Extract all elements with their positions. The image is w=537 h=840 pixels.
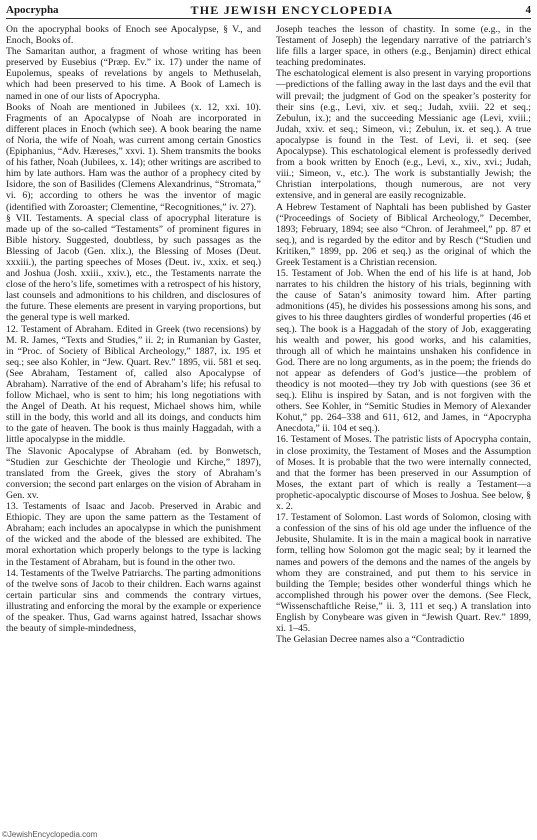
- paragraph: The Samaritan author, a fragment of whose writing has been preserved by Eusebius (“Præp. Ev.” ix. 17) under the name of Eupolemus, speaks of revelations by angels to Methuselah, which had been preserved to his time. A Book of Lamech is named in one of our lists of Apocrypha.: [6, 46, 261, 102]
- paragraph: The Gelasian Decree names also a “Contradictio: [276, 634, 465, 646]
- copyright-footer: ©JewishEncyclopedia.com: [2, 830, 98, 839]
- paragraph: 17. Testament of Solomon. Last words of Solomon, closing with a confession of the sins of his old age under the influence of the Jebusite, Shulamite. It is in the main a magical book in narrative form, telling how Solomon got the magic seal; by it learned the names and powers of the demons and the names of the angels by whom they are constrained, and put them to his service in building the Temple; besides other wonderful things which he accomplished through his power over the demons. (See Fleck, “Wissenschaftliche Reise,” ii. 3, 111 et seq.) A translation into English by Conybeare was given in “Jewish Quart. Rev.” 1899, xi. 1–45.: [276, 512, 531, 635]
- paragraph: 12. Testament of Abraham. Edited in Greek (two recensions) by M. R. James, “Texts and Studies,” ii. 2; in Rumanian by Gaster, in “Proc. of Society of Biblical Archeology,” 1887, ix. 195 et seq.; see also Kohler, in “Jew. Quart. Rev.” 1895, vii. 581 et seq. (See Abraham, Testament of, called also Apocalypse of Abraham). Narrative of the end of Abraham’s life; his refusal to follow Michael, who is sent to him; his long negotiations with the Angel of Death. At his request, Michael shows him, while still in the body, this world and all its doings, and conducts him to the gate of heaven. The book is thus mainly Haggadah, with a little apocalypse in the middle.: [6, 323, 261, 446]
- paragraph: 15. Testament of Job. When the end of his life is at hand, Job narrates to his children the history of his trials, beginning with the cause of Satan’s animosity toward him. After parting admonitions (45), he divides his possessions among his sons, and gives to his three daughters girdles of wonderful properties (46 et seq.). The book is a Haggadah of the story of Job, exaggerating his wealth and power, his good works, and his calamities, through all of which he maintains unshaken his confidence in God. There are no long arguments, as in the poem; the friends do not appear as defenders of God’s justice—the problem of theodicy is not mooted—they try Job with questions (see 36 et seq.). Elihu is inspired by Satan, and is not forgiven with the others. See Kohler, in “Semitic Studies in Memory of Alexander Kohut,” pp. 264–338 and 611, 612, and James, in “Apocrypha Anecdota,” ii. 104 et seq.).: [276, 268, 531, 435]
- header-page-number: 4: [525, 4, 531, 16]
- paragraph: 16. Testament of Moses. The patristic lists of Apocrypha contain, in close proximity, the Testament of Moses and the Assumption of Moses. It is probable that the two were internally connected, and that the former has been preserved in our Assumption of Moses, the extant part of which is really a Testament—a prophetic-apocalyptic discourse of Moses to Joshua. See below, § x. 2.: [276, 434, 531, 513]
- paragraph: Joseph teaches the lesson of chastity. In some (e.g., in the Testament of Joseph) the legendary narrative of the patriarch’s life fills a larger space, in others (e.g., Benjamin) direct ethical teaching predominates.: [276, 24, 531, 69]
- paragraph: A Hebrew Testament of Naphtali has been published by Gaster (“Proceedings of Society of Biblical Archeology,” December, 1893; February, 1894; see also “Chron. of Jerahmeel,” pp. 87 et seq.), and is regarded by the editor and by Resch (“Studien und Kritiken,” 1899, pp. 206 et seq.) as the original of which the Greek Testament is a Christian recension.: [276, 201, 531, 268]
- header-publication-title: THE JEWISH ENCYCLOPEDIA: [190, 2, 394, 17]
- paragraph: § VII. Testaments. A special class of apocryphal literature is made up of the so-called “Testaments” of prominent figures in Bible history. Suggested, doubtless, by such passages as the Blessing of Jacob (Gen. xlix.), the Blessing of Moses (Deut. xxxiii.), the parting speeches of Moses (Deut. iv., xxix. et seq.) and Joshua (Josh. xxiii., xxiv.), etc., the Testaments narrate the close of the hero’s life, sometimes with a retrospect of his history, last counsels and admonitions to his children, and disclosures of the future. These elements are present in varying proportions, but the general type is well marked.: [6, 212, 261, 324]
- paragraph: 14. Testaments of the Twelve Patriarchs. The parting admonitions of the twelve sons of Jacob to their children. Each warns against certain particular sins and commends the contrary virtues, illustrating and enforcing the moral by the example or experience of the speaker. Thus, Gad warns against hatred, Issachar shows the beauty of simple-mindedness,: [6, 567, 261, 635]
- paragraph: Books of Noah are mentioned in Jubilees (x. 12, xxi. 10). Fragments of an Apocalypse of Noah are incorporated in different places in Enoch (which see). A book bearing the name of Noria, the wife of Noah, was current among certain Gnostics (Epiphanius, “Adv. Hæreses,” xxvi. 1). Shem transmits the books of his father, Noah (Jubilees, x. 14); other writings are ascribed to him by late authors. Ham was the author of a prophecy cited by Isidore, the son of Basilides (Clemens Alexandrinus, “Stromata,” vi. 6); according to others he was the inventor of magic (identified with Zoroaster; Clementine, “Recognitiones,” iv. 27).: [6, 101, 261, 213]
- header-section-title: Apocrypha: [6, 4, 59, 16]
- paragraph: On the apocryphal books of Enoch see Apocalypse, § V., and Enoch, Books of.: [6, 24, 261, 47]
- left-column: [6, 24, 261, 634]
- running-header: [6, 2, 531, 19]
- paragraph: 13. Testaments of Isaac and Jacob. Preserved in Arabic and Ethiopic. They are upon the same pattern as the Testament of Abraham; each includes an apocalypse in which the punishment of the wicked and the abode of the blessed are exhibited. The moral exhortation which properly belongs to the type is lacking in the Testament of Abraham, but is found in the other two.: [6, 501, 261, 568]
- paragraph: The Slavonic Apocalypse of Abraham (ed. by Bonwetsch, “Studien zur Geschichte der Theologie und Kirche,” 1897), translated from the Greek, gives the story of Abraham’s conversion; the second part enlarges on the vision of Abraham in Gen. xv.: [6, 445, 261, 501]
- right-column: [276, 24, 531, 645]
- paragraph: The eschatological element is also present in varying proportions—predictions of the falling away in the last days and the evil that will prevail; the judgment of God on the speaker’s posterity for their sins (e.g., Levi, xiv. et seq.; Judah, xviii. 22 et seq.; Zebulun, ix.); and the succeeding Messianic age (Levi, xviii.; Judah, xxiv. et seq.; Simeon, vi.; Zebulun, ix. et seq.). A true apocalypse is found in the Test. of Levi, ii. et seq. (see Apocalypse). This eschatological element is professedly derived from a book written by Enoch (e.g., Levi, x., xiv., xvi.; Judah, viii.; Simeon, v., etc.). The work is substantially Jewish; the Christian interpolations, though numerous, are not very extensive, and in general are easily recognizable.: [276, 68, 531, 202]
